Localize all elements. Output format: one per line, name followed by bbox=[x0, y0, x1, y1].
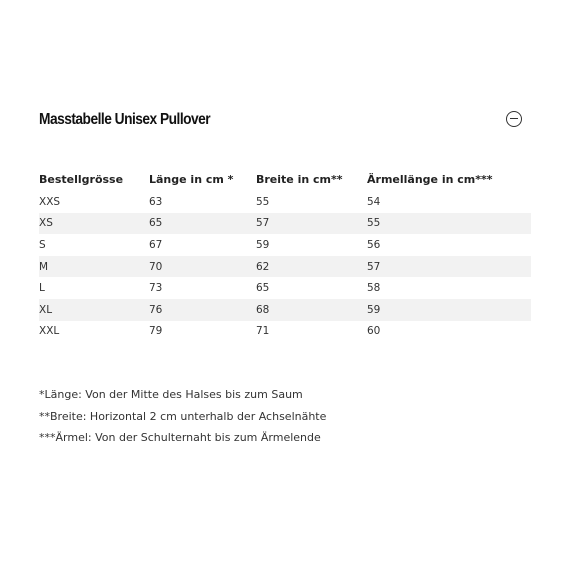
cell-width: 68 bbox=[256, 299, 367, 321]
cell-sleeve: 60 bbox=[367, 325, 381, 338]
collapse-minus-icon[interactable] bbox=[506, 111, 522, 127]
footnote-sleeve: ***Ärmel: Von der Schulternaht bis zum Ärmelende bbox=[39, 431, 321, 444]
size-chart-panel bbox=[39, 108, 531, 338]
column-header-length: Länge in cm * bbox=[149, 173, 234, 186]
cell-sleeve: 58 bbox=[367, 282, 381, 295]
table-row bbox=[39, 321, 531, 343]
cell-sleeve: 59 bbox=[367, 299, 531, 321]
column-header-size: Bestellgrösse bbox=[39, 173, 124, 186]
footnotes bbox=[39, 384, 326, 449]
cell-size: XS bbox=[39, 213, 149, 235]
table-row bbox=[39, 277, 531, 299]
footnote-width: **Breite: Horizontal 2 cm unterhalb der Achselnähte bbox=[39, 409, 327, 423]
cell-length: 73 bbox=[149, 282, 163, 295]
table-row bbox=[39, 256, 531, 278]
table-row bbox=[39, 234, 531, 256]
cell-length: 70 bbox=[149, 256, 256, 278]
cell-size: XL bbox=[39, 299, 149, 321]
cell-width: 55 bbox=[256, 195, 270, 208]
cell-length: 65 bbox=[149, 213, 256, 235]
cell-size: L bbox=[39, 282, 45, 295]
column-header-width: Breite in cm** bbox=[256, 173, 343, 186]
cell-width: 71 bbox=[256, 325, 270, 338]
cell-size: S bbox=[39, 238, 46, 251]
cell-width: 59 bbox=[256, 238, 270, 251]
table-row bbox=[39, 213, 531, 235]
cell-length: 79 bbox=[149, 325, 163, 338]
cell-sleeve: 56 bbox=[367, 238, 381, 251]
cell-sleeve: 54 bbox=[367, 195, 381, 208]
cell-length: 76 bbox=[149, 299, 256, 321]
footnote-length: *Länge: Von der Mitte des Halses bis zum Saum bbox=[39, 388, 303, 401]
size-chart-title: Masstabelle Unisex Pullover bbox=[39, 111, 211, 128]
table-row bbox=[39, 299, 531, 321]
size-table bbox=[39, 168, 531, 342]
cell-width: 65 bbox=[256, 282, 270, 295]
table-row bbox=[39, 191, 531, 213]
cell-sleeve: 57 bbox=[367, 256, 531, 278]
cell-length: 67 bbox=[149, 238, 163, 251]
cell-size: M bbox=[39, 256, 149, 278]
cell-size: XXL bbox=[39, 325, 60, 338]
size-chart-header[interactable] bbox=[39, 108, 531, 132]
cell-size: XXS bbox=[39, 195, 61, 208]
column-header-sleeve: Ärmellänge in cm*** bbox=[367, 173, 493, 186]
cell-width: 57 bbox=[256, 213, 367, 235]
cell-sleeve: 55 bbox=[367, 213, 531, 235]
cell-length: 63 bbox=[149, 195, 163, 208]
table-header-row bbox=[39, 168, 531, 191]
cell-width: 62 bbox=[256, 256, 367, 278]
